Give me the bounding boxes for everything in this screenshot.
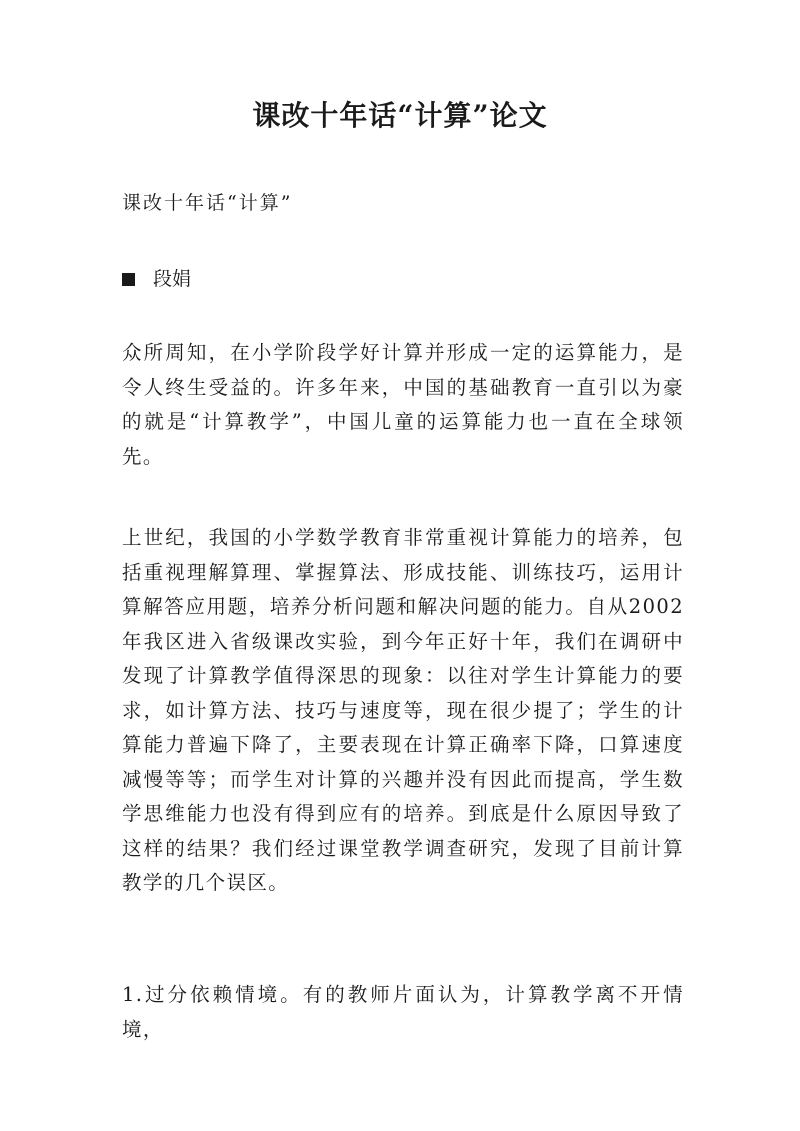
author-line (122, 264, 191, 294)
document-title: 课改十年话“计算”论文 (252, 99, 548, 132)
paragraph-point-1: 1.过分依赖情境。有的教师片面认为，计算教学离不开情境， (122, 983, 684, 1041)
paragraph-intro: 众所周知，在小学阶段学好计算并形成一定的运算能力，是令人终生受益的。许多年来，中国的基础教育一直引以为豪的就是“计算教学”，中国儿童的运算能力也一直在全球领先。 (122, 341, 684, 468)
paragraph-background: 上世纪，我国的小学数学教育非常重视计算能力的培养，包括重视理解算理、掌握算法、形成技能、训练技巧，运用计算解答应用题，培养分析问题和解决问题的能力。自从2002年我区进入省级课改实验，到今年正好十年，我们在调研中发现了计算教学值得深思的现象：以往对学生计算能力的要求，如计算方法、技巧与速度等，现在很少提了；学生的计算能力普遍下降了，主要表现在计算正确率下降，口算速度减慢等等；而学生对计算的兴趣并没有因此而提高，学生数学思维能力也没有得到应有的培养。到底是什么原因导致了这样的结果？我们经过课堂教学调查研究，发现了目前计算教学的几个误区。 (122, 526, 684, 894)
square-bullet-icon (122, 273, 135, 286)
article-subtitle: 课改十年话“计算” (122, 192, 293, 214)
author-name: 段娟 (153, 268, 192, 290)
